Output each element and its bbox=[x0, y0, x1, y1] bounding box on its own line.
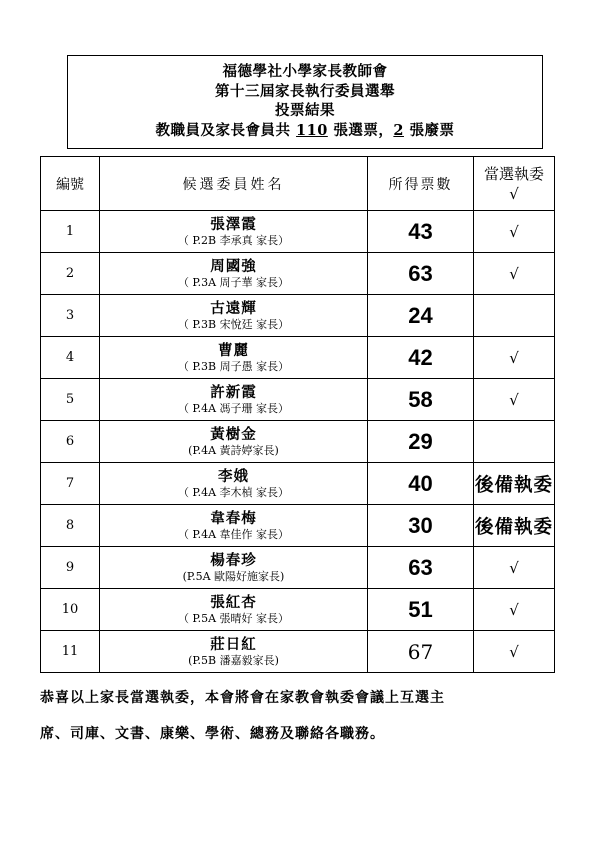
candidate-cell bbox=[100, 211, 368, 253]
candidate-cell bbox=[100, 547, 368, 589]
candidate-name: 楊春珍 bbox=[210, 551, 257, 569]
candidate-name: 黃樹金 bbox=[210, 425, 257, 443]
table-row bbox=[41, 589, 555, 631]
table-row bbox=[41, 211, 555, 253]
table-row bbox=[41, 421, 555, 463]
candidate-cell bbox=[100, 421, 368, 463]
candidate-name: 許新霞 bbox=[210, 383, 257, 401]
header-number: 編號 bbox=[41, 157, 100, 211]
header-elected bbox=[474, 157, 555, 211]
results-table bbox=[40, 156, 555, 673]
note-line-1: 恭喜以上家長當選執委，本會將會在家教會執委會議上互選主 bbox=[40, 690, 445, 706]
election-title: 第十三屆家長執行委員選舉 bbox=[215, 82, 395, 100]
candidate-parent-of: （ P.3A 周子華 家長） bbox=[177, 275, 290, 289]
candidate-parent-of: (P.5B 潘嘉毅家長) bbox=[188, 653, 279, 667]
election-result: √ bbox=[474, 253, 555, 295]
vote-count: 67 bbox=[368, 631, 474, 673]
candidate-cell bbox=[100, 253, 368, 295]
school-name: 福德學社小學家長教師會 bbox=[222, 63, 388, 80]
candidate-number: 3 bbox=[41, 295, 100, 337]
ballot-summary bbox=[68, 121, 542, 141]
candidate-number: 4 bbox=[41, 337, 100, 379]
vote-count: 29 bbox=[368, 421, 474, 463]
candidate-name: 李娥 bbox=[218, 467, 249, 485]
candidate-name: 張澤霞 bbox=[210, 215, 257, 233]
candidate-name: 周國強 bbox=[210, 257, 257, 275]
election-result: √ bbox=[474, 337, 555, 379]
election-result: √ bbox=[474, 631, 555, 673]
table-row bbox=[41, 337, 555, 379]
table-row bbox=[41, 253, 555, 295]
header-votes-label: 所得票數 bbox=[388, 176, 453, 193]
candidate-parent-of: （ P.4A 李木楨 家長） bbox=[177, 485, 290, 499]
vote-count: 43 bbox=[368, 211, 474, 253]
candidate-number: 9 bbox=[41, 547, 100, 589]
title-box bbox=[67, 55, 543, 149]
candidate-number: 10 bbox=[41, 589, 100, 631]
candidate-cell bbox=[100, 337, 368, 379]
vote-count: 42 bbox=[368, 337, 474, 379]
vote-count: 30 bbox=[368, 505, 474, 547]
candidate-number: 11 bbox=[41, 631, 100, 673]
candidate-number: 6 bbox=[41, 421, 100, 463]
vote-count: 40 bbox=[368, 463, 474, 505]
candidate-parent-of: (P.4A 黃詩婷家長) bbox=[188, 443, 279, 457]
candidate-parent-of: （ P.3B 周子愚 家長） bbox=[177, 359, 290, 373]
invalid-ballot-count: 2 bbox=[393, 121, 404, 139]
table-row bbox=[41, 379, 555, 421]
candidate-name: 張紅杏 bbox=[210, 593, 257, 611]
candidate-parent-of: （ P.5A 張晴好 家長） bbox=[177, 611, 290, 625]
table-row bbox=[41, 505, 555, 547]
candidate-number: 7 bbox=[41, 463, 100, 505]
header-votes bbox=[368, 157, 474, 211]
candidate-parent-of: （ P.2B 李承真 家長） bbox=[177, 233, 290, 247]
ballot-summary-mid: 張選票， bbox=[333, 121, 394, 139]
vote-count: 51 bbox=[368, 589, 474, 631]
header-elected-label: 當選執委 bbox=[483, 164, 544, 183]
valid-ballot-count: 110 bbox=[296, 121, 328, 139]
vote-count: 63 bbox=[368, 253, 474, 295]
candidate-cell bbox=[100, 295, 368, 337]
results-table-body bbox=[41, 211, 555, 673]
candidate-number: 1 bbox=[41, 211, 100, 253]
header-check-mark: √ bbox=[509, 184, 519, 203]
table-row bbox=[41, 295, 555, 337]
table-row bbox=[41, 463, 555, 505]
results-heading: 投票結果 bbox=[275, 102, 335, 119]
candidate-name: 莊日紅 bbox=[210, 635, 257, 653]
election-result bbox=[474, 295, 555, 337]
election-result: 後備執委 bbox=[474, 505, 555, 547]
election-result: √ bbox=[474, 547, 555, 589]
candidate-cell bbox=[100, 589, 368, 631]
header-candidate-label: 候選委員姓名 bbox=[182, 176, 285, 193]
ballot-summary-prefix: 教職員及家長會員共 bbox=[155, 121, 291, 139]
election-result: 後備執委 bbox=[474, 463, 555, 505]
election-result bbox=[474, 421, 555, 463]
header-candidate bbox=[100, 157, 368, 211]
candidate-parent-of: （ P.4A 馮子珊 家長） bbox=[177, 401, 290, 415]
election-result: √ bbox=[474, 211, 555, 253]
election-result: √ bbox=[474, 379, 555, 421]
candidate-parent-of: (P.5A 歐陽好施家長) bbox=[182, 569, 285, 583]
vote-count: 63 bbox=[368, 547, 474, 589]
candidate-name: 古遠輝 bbox=[210, 299, 257, 317]
table-row bbox=[41, 547, 555, 589]
vote-count: 58 bbox=[368, 379, 474, 421]
candidate-cell bbox=[100, 631, 368, 673]
candidate-cell bbox=[100, 379, 368, 421]
candidate-number: 5 bbox=[41, 379, 100, 421]
candidate-parent-of: （ P.4A 韋佳作 家長） bbox=[177, 527, 290, 541]
table-header-row bbox=[41, 157, 555, 211]
vote-count: 24 bbox=[368, 295, 474, 337]
candidate-parent-of: （ P.3B 宋悅廷 家長） bbox=[177, 317, 290, 331]
congratulations-note bbox=[40, 680, 560, 752]
candidate-number: 2 bbox=[41, 253, 100, 295]
candidate-cell bbox=[100, 463, 368, 505]
candidate-name: 韋春梅 bbox=[210, 509, 257, 527]
candidate-cell bbox=[100, 505, 368, 547]
ballot-summary-suffix: 張廢票 bbox=[409, 121, 455, 139]
election-result: √ bbox=[474, 589, 555, 631]
table-row bbox=[41, 631, 555, 673]
candidate-number: 8 bbox=[41, 505, 100, 547]
note-line-2: 席、司庫、文書、康樂、學術、總務及聯絡各職務。 bbox=[40, 726, 385, 742]
candidate-name: 曹麗 bbox=[218, 341, 249, 359]
